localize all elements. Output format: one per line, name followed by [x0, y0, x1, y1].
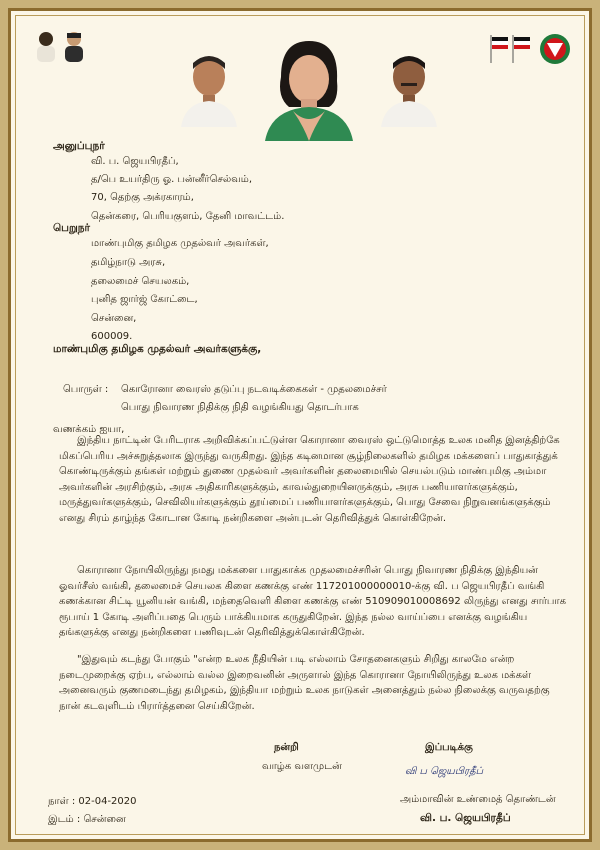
receiver-line: புனித ஜார்ஜ் கோட்டை, — [91, 294, 198, 305]
thanks-text: நன்றி — [274, 742, 299, 753]
body-paragraph-3: "இதுவும் கடந்து போகும் "என்ற உலக நீதியின் படி எல்லாம் சோதனைகளும் சிறிது காலமே என்ற நடைமுறைக்கு ஏற்ப, எல்லாம் வல்ல இறைவனின் அருளால் இந்த கொரானா நோயிலிருந்து உலக மக்கள் அனைவரும் குணமடைந்து தமிழகம், இந்தியா மற்றும் உலக நாடுகள் அனைத்தும் நல்ல நிலைக்கு வருவதற்கு நான் கடவுளிடம் பிரார்த்தனை செய்கிறேன். — [59, 654, 550, 712]
long-live-text: வாழ்க வளமுடன் — [262, 761, 342, 772]
letter-page — [8, 8, 592, 842]
signature-text: வி ப ஜெயபிரதீப் — [405, 766, 484, 777]
regards-text: இப்படிக்கு — [425, 742, 473, 753]
receiver-line: சென்னை, — [91, 313, 137, 324]
greeting: வணக்கம் ஐயா, — [53, 424, 125, 435]
subject-line: கொரோனா வைரஸ் தடுப்பு நடவடிக்கைகள் - முதலமைச்சர் — [121, 384, 387, 395]
receiver-line: மாண்புமிகு தமிழக முதல்வர் அவர்கள், — [91, 238, 269, 249]
receiver-label: பெறுநர் — [53, 222, 90, 234]
receiver-line: தமிழ்நாடு அரசு, — [91, 257, 166, 268]
subject-line: பொது நிவாரண நிதிக்கு நிதி வழங்கியது தொடர்பாக — [121, 402, 359, 413]
sender-line: தென்கரை, பெரியகுளம், தேனி மாவட்டம். — [91, 211, 285, 222]
signer-title: அம்மாவின் உண்மைத் தொண்டன் — [400, 794, 556, 805]
sender-line: 70, தெற்கு அக்ரகாரம், — [91, 192, 194, 203]
sender-line: த/பெ உயர்திரு ஓ. பன்னீர்செல்வம், — [91, 174, 253, 185]
right-leader-photo — [377, 49, 441, 127]
center-leader-photo — [263, 37, 355, 141]
sender-label: அனுப்புநர் — [53, 140, 105, 152]
body-paragraph-1: இந்திய நாட்டின் பேரிடராக அறிவிக்கப்பட்டுள்ள கொரானா வைரஸ் ஒட்டுமொத்த உலக மனித இனத்திற்கே மிகப்பெரிய அச்சுறுத்தலாக இருந்து வருகிறது. இந்த கடினமான சூழ்நிலைகளில் தமிழக மக்களைப் பாதுகாத்துக் கொண்டிருக்கும் தங்கள் மற்றும் துணை முதல்வர் அவர்களின் தலைமையில் செயல்படும் மாண்புமிகு அம்மா அவர்களின் அரசிற்கும், அரசு அதிகாரிகளுக்கும், காவல்துறையினருக்கும், அரசு பணியாளர்களுக்கும், மருத்துவர்களுக்கும், செவிலியர்களுக்கும் தூய்மைப் பணியாளர்களுக்கும், பொது சேவை நிறுவனங்களுக்கும் எனது சிரம் தாழ்ந்த கோடான கோடி நன்றிகளை அன்புடன் தெரிவித்துக் கொள்கிறேன். — [59, 435, 560, 524]
party-flags-logo — [483, 31, 575, 71]
salutation-to: மாண்புமிகு தமிழக முதல்வர் அவர்களுக்கு, — [53, 343, 262, 355]
date-label: நாள் : 02-04-2020 — [48, 796, 137, 807]
leader-portraits-small — [33, 29, 91, 65]
place-label: இடம் : சென்னை — [48, 814, 126, 825]
left-leader-photo — [177, 49, 241, 127]
sender-line: வி. ப. ஜெயபிரதீப், — [91, 156, 179, 167]
subject-label: பொருள் : — [63, 384, 109, 395]
receiver-line: தலைமைச் செயலகம், — [91, 276, 190, 287]
body-paragraph-2: கொரானா நோயிலிருந்து நமது மக்களை பாதுகாக்க முதலமைச்சரின் பொது நிவாரண நிதிக்கு இந்தியன் ஓவர்சீஸ் வங்கி, தலைமைச் செயலக கிளை கணக்கு எண் 117201000000010-க்கு வி. ப ஜெயபிரதீப் வங்கி கணக்கான சிட்டி யூனியன் வங்கி, மந்தைவெளி கிளை கணக்கு எண் 510909010008692 லிருந்து எனது சார்பாக ரூபாய் 1 கோடி அளிப்பதை பெரும் பாக்கியமாக கருதுகிறேன். இந்த நல்ல வாய்ப்பை எனக்கு வழங்கிய தங்களுக்கு எனது நன்றிகளை பணிவுடன் தெரிவித்துக்கொள்கிறேன். — [59, 565, 566, 638]
receiver-line: 600009. — [91, 331, 133, 342]
signer-name: வி. ப. ஜெயபிரதீப் — [420, 812, 511, 824]
